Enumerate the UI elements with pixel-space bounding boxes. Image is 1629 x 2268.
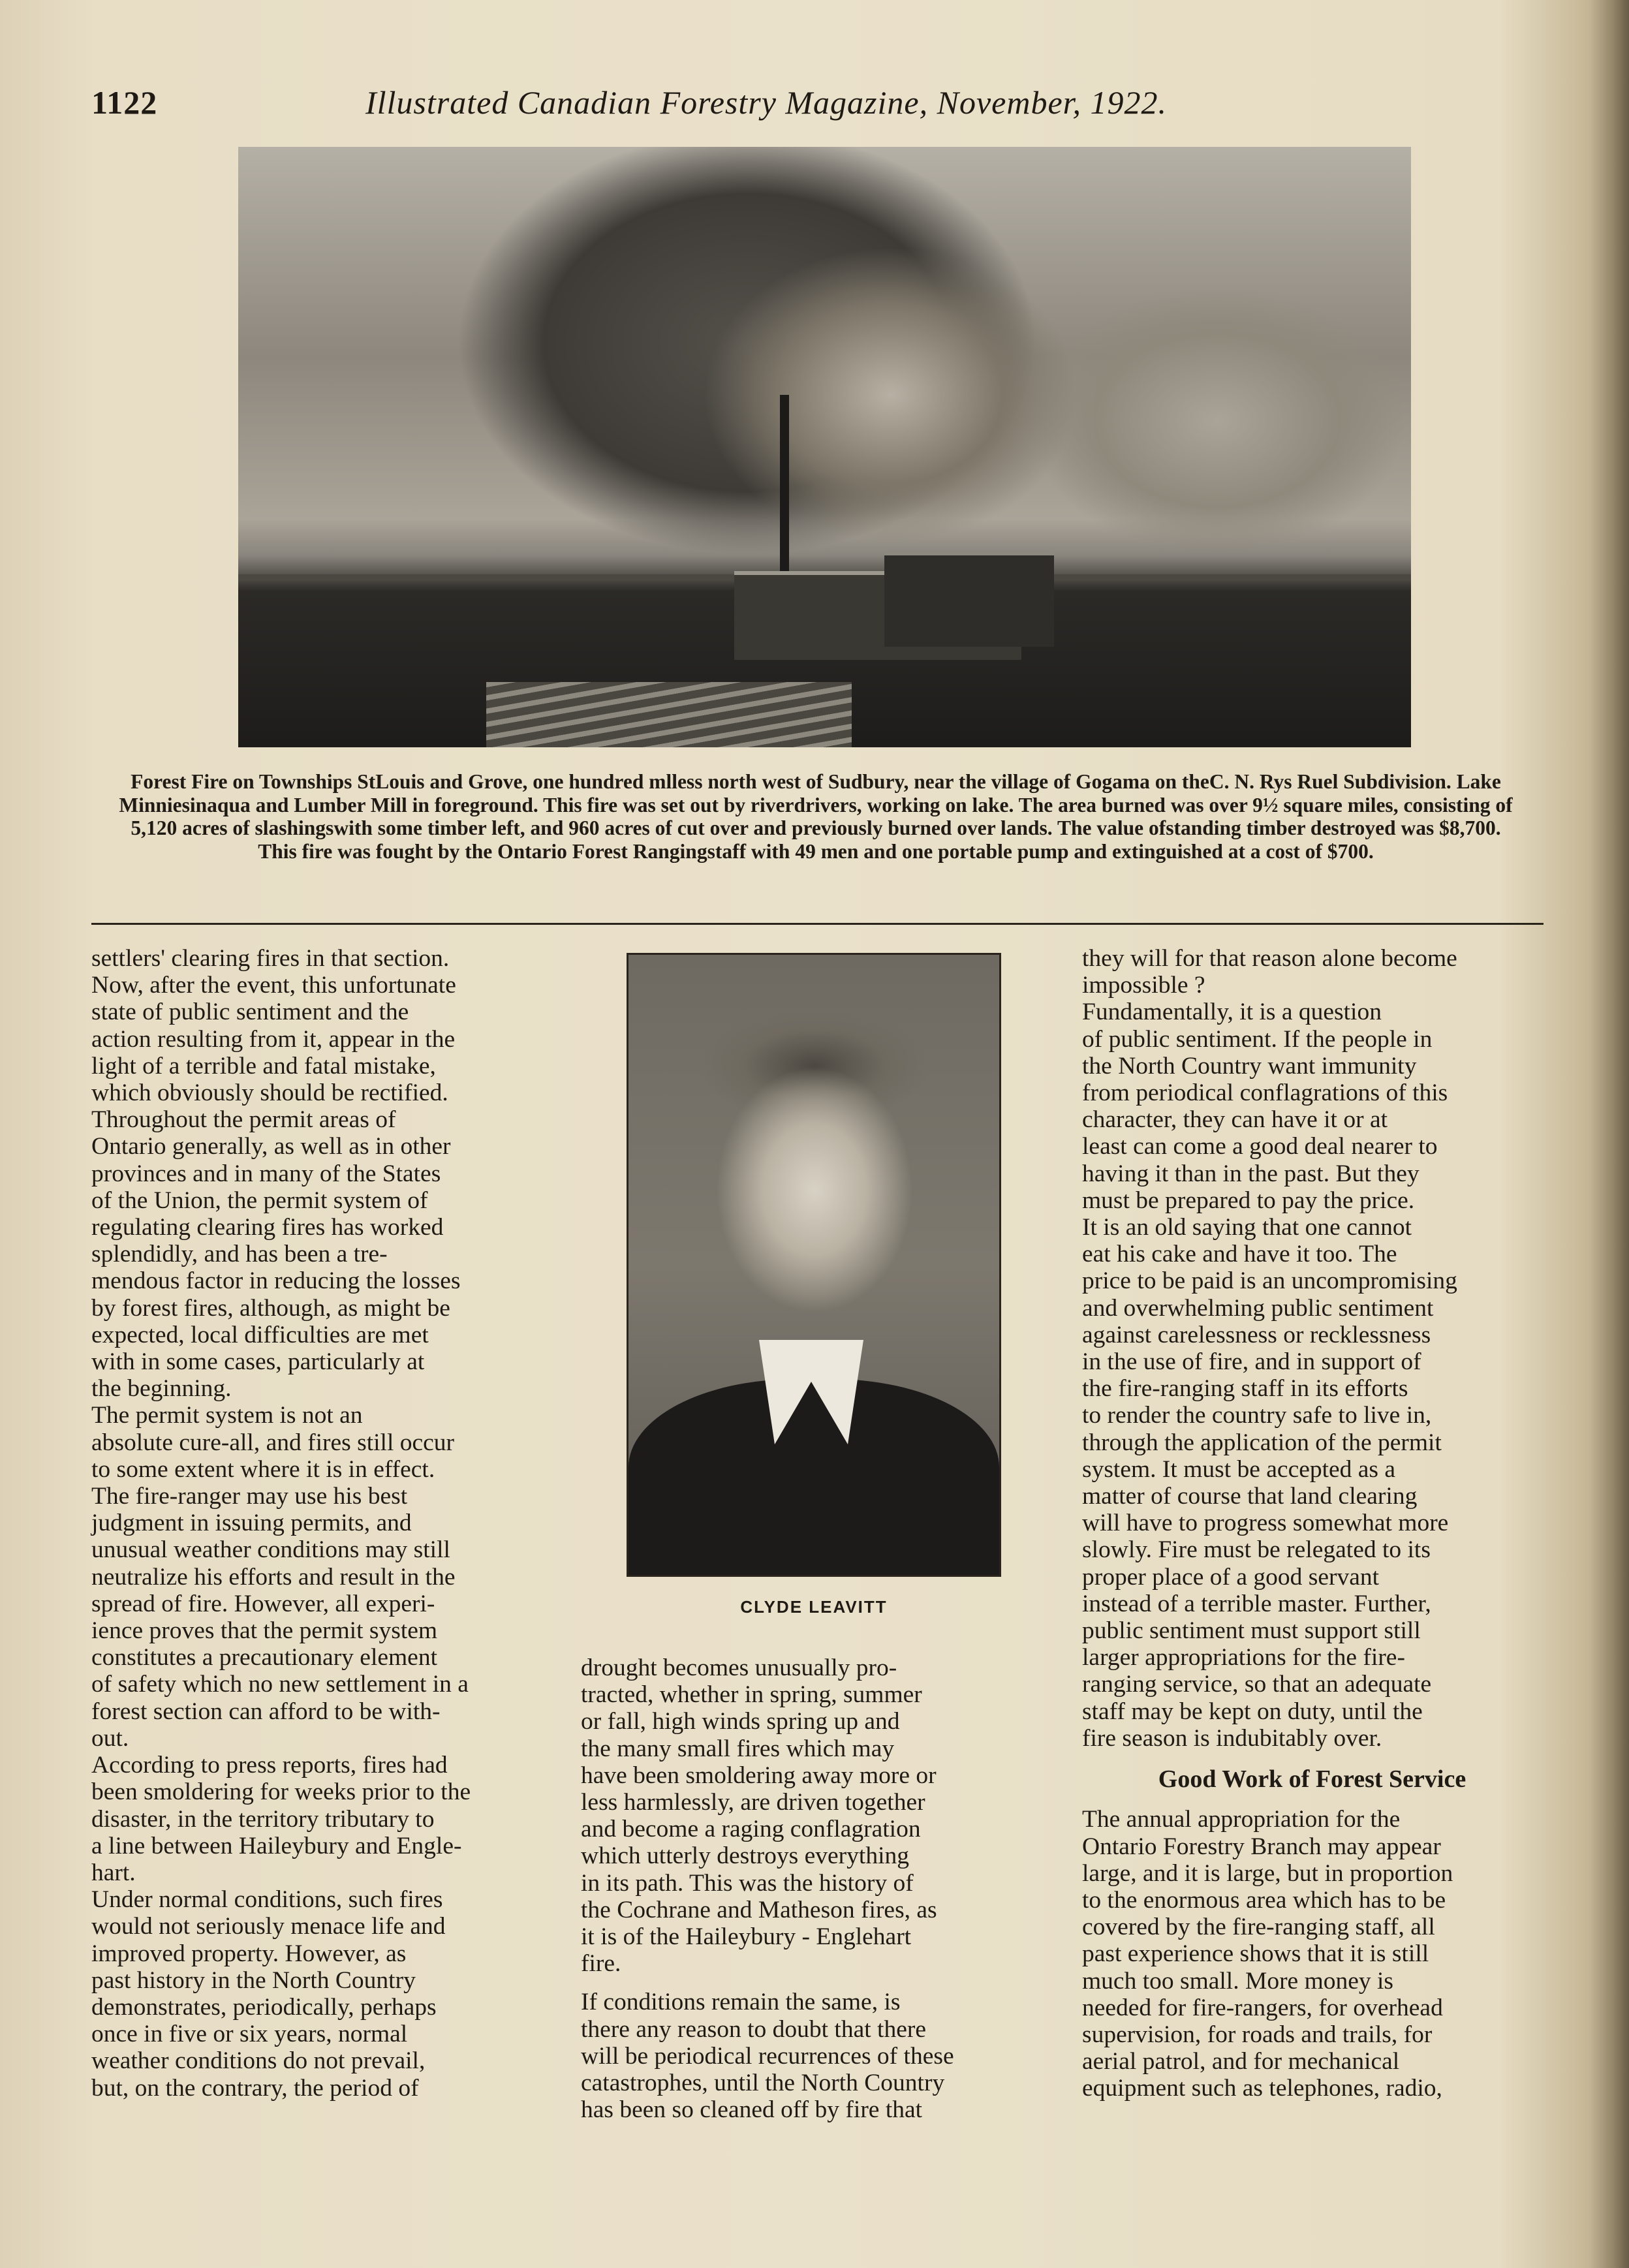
body-text-line: needed for fire-rangers, for overhead [1082,1994,1443,2021]
body-text-line: covered by the fire-ranging staff, all [1082,1914,1435,1941]
body-text-line: has been so cleaned off by fire that [581,2096,923,2124]
body-text-line: in its path. This was the history of [581,1869,914,1897]
body-text-line: against carelessness or recklessness [1082,1321,1431,1348]
body-text-line: light of a terrible and fatal mistake, [91,1052,436,1080]
body-text-line: past experience shows that it is still [1082,1940,1429,1968]
photo-caption [114,770,1517,863]
body-text-line: disaster, in the territory tributary to [91,1805,435,1833]
body-text-line: which utterly destroys everything [581,1842,910,1870]
body-text-line: public sentiment must support still [1082,1617,1421,1645]
body-text-line: judgment in issuing permits, and [91,1510,412,1537]
body-text-line: improved property. However, as [91,1940,407,1967]
body-text-line: If conditions remain the same, is [581,1989,901,2016]
body-text-line: aerial patrol, and for mechanical [1082,2048,1400,2075]
body-text-line: Now, after the event, this unfortunate [91,972,456,999]
body-text-line: state of public sentiment and the [91,999,409,1026]
body-text-line: action resulting from it, appear in the [91,1025,456,1053]
body-text-line: settlers' clearing fires in that section. [91,945,450,972]
body-text-line: from periodical conflagrations of this [1082,1080,1448,1107]
body-text-line: of the Union, the permit system of [91,1187,428,1214]
body-text-line: spread of fire. However, all experi- [91,1590,435,1617]
body-text-line: will be periodical recurrences of these [581,2042,954,2070]
left-column [91,945,548,2102]
body-text-line: demonstrates, periodically, perhaps [91,1993,437,2021]
body-text-line: proper place of a good servant [1082,1563,1380,1591]
body-text-line: drought becomes unusually pro- [581,1654,897,1681]
body-text-line: will have to progress somewhat more [1082,1510,1449,1537]
body-text-line: forest section can afford to be with- [91,1698,441,1725]
body-text-line: system. It must be accepted as a [1082,1455,1396,1483]
body-text-line: equipment such as telephones, radio, [1082,2075,1442,2102]
middle-column [581,1654,1047,2123]
body-text-line: larger appropriations for the fire- [1082,1644,1405,1671]
body-text-line: character, they can have it or at [1082,1106,1388,1134]
body-text-line: once in five or six years, normal [91,2021,408,2048]
caption-line: with some timber left, and 960 acres of cut over and previously burned over lands. The value of [334,816,1166,839]
body-text-line: out. [91,1724,129,1752]
caption-line: drivers, working on lake. The area burned was over 9½ square miles, consisting of 5,120 acres of slashings [131,793,1513,839]
body-text-line: impossible ? [1082,972,1205,999]
body-text-line: fire season is indubitably over. [1082,1724,1382,1752]
right-column [1082,945,1542,2102]
body-text-line: in the use of fire, and in support of [1082,1348,1421,1376]
body-text-line: they will for that reason alone become [1082,945,1457,972]
photo-mill-building [884,551,1054,647]
body-text-line: the many small fires which may [581,1735,895,1762]
right-column-part-a [1082,945,1542,1752]
body-text-line: least can come a good deal nearer to [1082,1133,1438,1160]
photo-lumber-pile [486,682,852,747]
body-text-line: less harmlessly, are driven together [581,1789,925,1816]
body-text-line: or fall, high winds spring up and [581,1708,900,1735]
body-text-line: ience proves that the permit system [91,1617,438,1645]
body-text-line: by forest fires, although, as might be [91,1294,450,1322]
body-text-line: neutralize his efforts and result in the [91,1563,456,1591]
paragraph-gap [581,1977,1047,1989]
body-text-line: of safety which no new settlement in a [91,1671,469,1698]
body-text-line: Ontario Forestry Branch may appear [1082,1833,1441,1860]
body-text-line: eat his cake and have it too. The [1082,1241,1397,1268]
body-text-line: catastrophes, until the North Country [581,2070,945,2097]
body-text-line: hart. [91,1859,136,1886]
body-text-line: tracted, whether in spring, summer [581,1681,922,1709]
body-text-line: provinces and in many of the States [91,1160,441,1187]
body-text-line: It is an old saying that one cannot [1082,1214,1412,1241]
page-number: 1122 [91,84,158,121]
body-text-line: must be prepared to pay the price. [1082,1187,1415,1214]
body-text-line: instead of a terrible master. Further, [1082,1590,1431,1617]
page-header [91,84,1305,129]
body-text-line: Ontario generally, as well as in other [91,1133,451,1160]
body-text-line: matter of course that land clearing [1082,1483,1418,1510]
body-text-line: According to press reports, fires had [91,1752,448,1779]
body-text-line: unusual weather conditions may still [91,1536,450,1564]
body-text-line: it is of the Haileybury - Englehart [581,1923,912,1951]
body-text-line: through the application of the permit [1082,1429,1442,1456]
body-text-line: the Cochrane and Matheson fires, as [581,1896,937,1923]
body-text-line: would not seriously menace life and [91,1913,446,1940]
body-text-line: staff may be kept on duty, until the [1082,1698,1423,1725]
portrait-photo [627,953,1001,1577]
body-text-line: past history in the North Country [91,1966,416,1994]
forest-fire-photo [238,147,1411,747]
body-text-line: The fire-ranger may use his best [91,1483,408,1510]
portrait-caption: CLYDE LEAVITT [740,1597,888,1617]
body-text-line: mendous factor in reducing the losses [91,1267,461,1295]
body-text-line: ranging service, so that an adequate [1082,1671,1432,1698]
body-text-line: slowly. Fire must be relegated to its [1082,1536,1431,1564]
portrait-coat [628,1379,999,1575]
body-text-line: the North Country want immunity [1082,1052,1417,1080]
body-text-line: but, on the contrary, the period of [91,2074,419,2102]
body-text-line: expected, local difficulties are met [91,1321,429,1348]
body-text-line: Throughout the permit areas of [91,1106,396,1134]
body-text-line: the fire-ranging staff in its efforts [1082,1375,1408,1403]
body-text-line: to the enormous area which has to be [1082,1886,1446,1914]
body-text-line: there any reason to doubt that there [581,2015,926,2043]
body-text-line: of public sentiment. If the people in [1082,1025,1433,1053]
caption-line: C. N. Rys Ruel Subdivision. Lake Minniesinaqua and Lumber Mill in foreground. This fire was set out by river [119,770,1501,816]
caption-line: standing timber destroyed was $8,700. This fire was fought by the Ontario Forest Ranging [258,816,1501,863]
body-text-line: a line between Haileybury and Engle- [91,1832,462,1859]
body-text-line: Fundamentally, it is a question [1082,999,1382,1026]
body-text-line: splendidly, and has been a tre- [91,1241,388,1268]
caption-line: Forest Fire on Townships StLouis and Grove, one hundred mlless north west of Sudbury, near the village of Gogama on the [131,770,1209,793]
caption-line: staff with 49 men and one portable pump and extinguished at a cost of $700. [707,839,1374,863]
body-text-line: the beginning. [91,1375,232,1403]
body-text-line: price to be paid is an uncompromising [1082,1267,1457,1295]
body-text-line: and overwhelming public sentiment [1082,1294,1434,1322]
right-column-part-b [1082,1806,1542,2102]
body-text-line: and become a raging conflagration [581,1816,921,1843]
body-text-line: large, and it is large, but in proportion [1082,1859,1453,1887]
running-title: Illustrated Canadian Forestry Magazine, November, 1922. [365,84,1168,121]
body-text-line: The permit system is not an [91,1402,363,1429]
body-text-line: fire. [581,1950,621,1978]
body-text-line: have been smoldering away more or [581,1762,937,1789]
body-text-line: Under normal conditions, such fires [91,1886,443,1914]
body-text-line: The annual appropriation for the [1082,1806,1401,1833]
body-text-line: having it than in the past. But they [1082,1160,1420,1187]
body-text-line: much too small. More money is [1082,1967,1394,1995]
body-text-line: to render the country safe to live in, [1082,1402,1432,1429]
body-text-line: regulating clearing fires has worked [91,1214,444,1241]
body-text-line: with in some cases, particularly at [91,1348,425,1376]
body-text-line: to some extent where it is in effect. [91,1455,435,1483]
body-text-line: which obviously should be rectified. [91,1080,448,1107]
page-spine-shadow [1590,0,1629,2268]
photo-smokestack [780,395,789,591]
body-text-line: weather conditions do not prevail, [91,2047,426,2075]
body-text-line: constitutes a precautionary element [91,1644,437,1671]
section-subheading: Good Work of Forest Service [1158,1765,1466,1794]
horizontal-rule [91,923,1544,925]
body-text-line: supervision, for roads and trails, for [1082,2021,1433,2048]
body-text-line: absolute cure-all, and fires still occur [91,1429,455,1456]
body-text-line: been smoldering for weeks prior to the [91,1779,471,1806]
